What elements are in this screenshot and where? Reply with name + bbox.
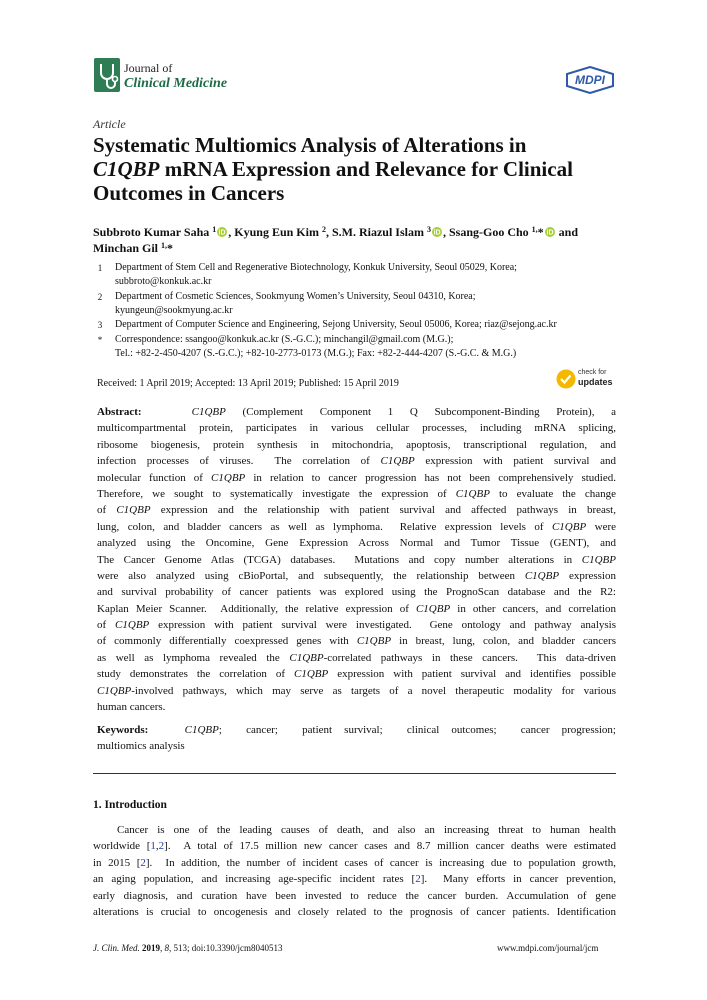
orcid-icon[interactable] bbox=[217, 227, 227, 237]
abstract-line: of C1QBP expression with patient survival were investigated. Gene ontology and pathway analysis bbox=[97, 619, 616, 632]
journal-name-line2: Clinical Medicine bbox=[124, 76, 228, 91]
abstract-line: molecular function of C1QBP in relation to cancer progression has not been comprehensively studied. bbox=[97, 471, 616, 484]
check-updates-badge[interactable]: check for updates bbox=[556, 367, 618, 391]
abstract-line: C1QBP-involved pathways, which may serve as targets of a novel therapeutic modality for various bbox=[97, 684, 616, 697]
abstract-line: were also analyzed using cBioPortal, and subsequently, the relationship between C1QBP expression bbox=[97, 569, 616, 582]
affiliation-marker: 3 bbox=[97, 320, 103, 330]
introduction-text bbox=[93, 822, 616, 920]
correspondence: * Correspondence: ssangoo@konkuk.ac.kr (S.-G.C.); minchangil@gmail.com (M.G.); Tel.: +82-2-450-4207 (S.-G.C.); +82-10-2773-0173 (M.G.); Fax: +82-2-444-4207 (S.-G.C. & M.G.) bbox=[93, 333, 633, 361]
svg-text:iD: iD bbox=[546, 229, 554, 237]
abstract-line: infection processes of viruses. The correlation of C1QBP expression with patient survival and bbox=[97, 455, 616, 468]
journal-logo bbox=[94, 58, 120, 92]
title-line: C1QBP mRNA Expression and Relevance for Clinical bbox=[93, 157, 573, 181]
stethoscope-icon bbox=[94, 58, 120, 92]
abstract bbox=[97, 404, 616, 715]
affiliation-marker: * bbox=[97, 335, 103, 345]
citation-link[interactable]: 2 bbox=[140, 856, 146, 869]
abstract-line: of commonly differentially coexpressed genes with C1QBP in breast, lung, colon, and bladder cancers bbox=[97, 635, 617, 648]
authors-line1: Subbroto Kumar Saha $^1$ iD , Kyung Eun Kim $^2$, S.M. Riazul Islam $^3$ iD , Ssang-Goo Cho $^{1,}$* iD and bbox=[93, 225, 579, 239]
affiliation-2: 2 Department of Cosmetic Sciences, Sookmyung Women’s University, Seoul 04310, Korea; kyungeun@sookmyung.ac.kr bbox=[93, 290, 633, 318]
author-list bbox=[93, 224, 633, 256]
intro-line: worldwide [1,2]. A total of 17.5 million new cancer cases and 8.7 million cancer deaths were estimated bbox=[93, 840, 616, 853]
email-link[interactable]: kyungeun@sookmyung.ac.kr bbox=[115, 305, 233, 316]
keywords bbox=[97, 722, 616, 754]
publication-dates: Received: 1 April 2019; Accepted: 13 April 2019; Published: 15 April 2019 bbox=[97, 378, 399, 389]
journal-name-line1: Journal of bbox=[124, 61, 173, 75]
intro-line: alterations is crucial to oncogenesis and closely related to the prognosis of cancer patients. Identification bbox=[93, 905, 616, 918]
citation-link[interactable]: 1 bbox=[150, 840, 156, 853]
affiliation-marker: 1 bbox=[97, 263, 103, 273]
affiliation-3: 3 Department of Computer Science and Engineering, Sejong University, Seoul 05006, Korea; riaz@sejong.ac.kr bbox=[93, 318, 633, 332]
abstract-line: study demonstrates the correlation of C1QBP expression with patient survival and identifies possible bbox=[97, 668, 616, 681]
abstract-label: Abstract: bbox=[97, 406, 142, 418]
abstract-line: as well as lymphoma revealed the C1QBP-correlated pathways in these cancers. This data-driven bbox=[97, 651, 616, 664]
title-line: Systematic Multiomics Analysis of Alterations in bbox=[93, 133, 527, 157]
publisher-logo bbox=[565, 66, 615, 99]
keywords-line: multiomics analysis bbox=[97, 740, 185, 752]
keywords-label: Keywords: bbox=[97, 724, 149, 736]
section-heading: 1. Introduction bbox=[93, 799, 167, 811]
abstract-line: Kaplan Meier Scanner. Additionally, the relative expression of C1QBP in other cancers, and correlation bbox=[97, 602, 616, 615]
abstract-line: and survival probability of cancer patients was explored using the PrognoScan database and the R2: bbox=[97, 586, 616, 599]
citation-link[interactable]: 2 bbox=[158, 840, 165, 853]
abstract-line: lung, colon, and bladder cancers as well as lymphoma. Relative expression levels of C1QBP were bbox=[97, 520, 617, 533]
email-link[interactable]: subbroto@konkuk.ac.kr bbox=[115, 276, 212, 287]
abstract-line: multicompartmental protein, participates in various cellular processes, including mRNA splicing, bbox=[97, 422, 616, 435]
intro-line: an aging population, and increasing age-specific incident rates [2]. Many efforts in cancer prevention, bbox=[93, 873, 617, 886]
abstract-line: analyzed using the Oncomine, Gene Expression Across Normal and Tumor Tissue (GENT), and bbox=[97, 537, 616, 550]
abstract-line: Therefore, we sought to systematically investigate the expression of C1QBP to evaluate the change bbox=[97, 487, 616, 500]
svg-text:iD: iD bbox=[433, 229, 441, 237]
footer-url[interactable]: www.mdpi.com/journal/jcm bbox=[497, 943, 599, 953]
keywords-line: Keywords: C1QBP; cancer; patient survival; clinical outcomes; cancer progression; bbox=[97, 724, 616, 736]
abstract-line: ribosome biogenesis, protein synthesis in mitochondria, apoptosis, transcriptional regulation, and bbox=[97, 438, 616, 451]
paper-title bbox=[93, 133, 633, 205]
intro-line: Cancer is one of the leading causes of death, and also an increasing threat to human health bbox=[117, 824, 616, 836]
svg-text:iD: iD bbox=[218, 229, 226, 237]
check-updates-icon bbox=[556, 369, 576, 389]
abstract-line: human cancers. bbox=[97, 701, 166, 714]
section-divider bbox=[93, 773, 616, 774]
intro-line: in 2015 [2]. In addition, the number of incident cases of cancer is increasing due to population growth, bbox=[93, 856, 616, 869]
abstract-line: of C1QBP expression and the relationship with patient survival and affected pathways in breast, bbox=[97, 504, 616, 517]
intro-line: early diagnosis, and curation have been invested to reduce the cancer burden. Accumulation of gene bbox=[93, 889, 616, 902]
authors-line2: Minchan Gil $^{1,}$* bbox=[93, 241, 174, 255]
abstract-line: Abstract: C1QBP (Complement Component 1 Q Subcomponent-Binding Protein), a bbox=[97, 406, 616, 418]
abstract-line: The Cancer Genome Atlas (TCGA) databases. Mutations and copy number alterations in C1QBP bbox=[97, 553, 616, 566]
citation-link[interactable]: 2 bbox=[415, 873, 421, 886]
orcid-icon[interactable] bbox=[432, 227, 442, 237]
article-type: Article bbox=[93, 117, 126, 131]
orcid-icon[interactable] bbox=[545, 227, 555, 237]
footer-citation: J. Clin. Med. 2019, 8, 513; doi:10.3390/jcm8040513 bbox=[93, 943, 283, 953]
publisher-name: MDPI bbox=[575, 73, 605, 87]
title-line: Outcomes in Cancers bbox=[93, 181, 285, 205]
affiliation-1: 1 Department of Stem Cell and Regenerative Biotechnology, Konkuk University, Seoul 05029, Korea; subbroto@konkuk.ac.kr bbox=[93, 261, 633, 289]
affiliation-marker: 2 bbox=[97, 292, 103, 302]
